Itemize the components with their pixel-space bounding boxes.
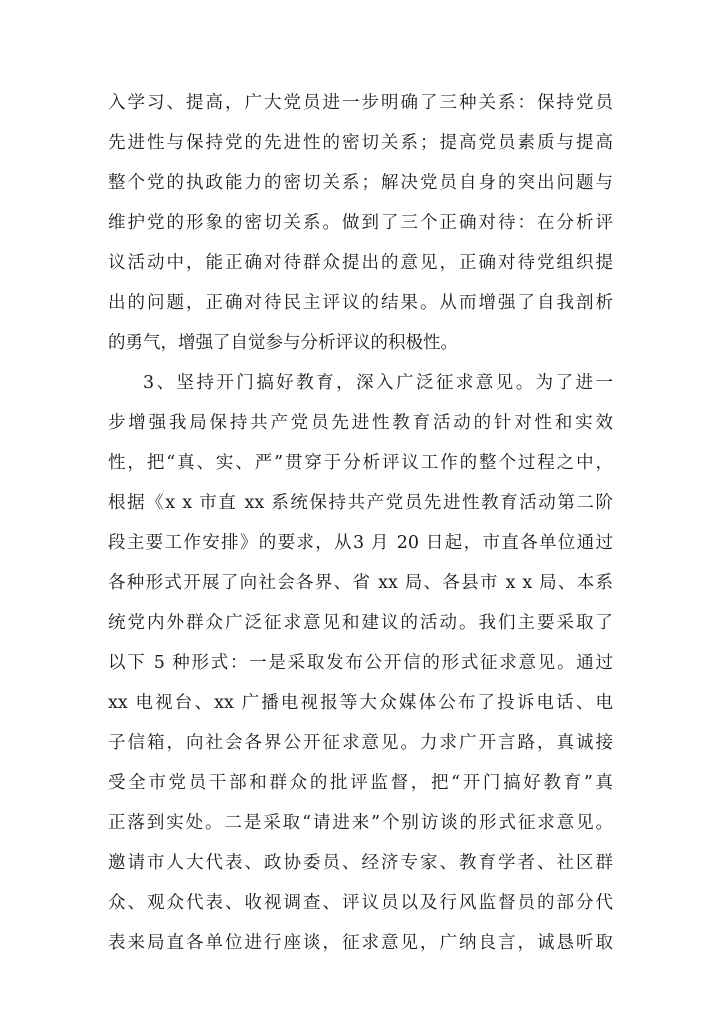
paragraph-1-line-2: 先进性与保持党的先进性的密切关系；提高党员素质与提高 <box>108 133 613 153</box>
paragraph-1-line-4: 维护党的形象的密切关系。做到了三个正确对待：在分析评 <box>108 213 613 233</box>
paragraph-2-line-12: 正落到实处。二是采取“请进来”个别访谈的形式征求意见。 <box>108 813 613 833</box>
paragraph-1-line-6: 出的问题，正确对待民主评议的结果。从而增强了自我剖析 <box>108 293 613 313</box>
paragraph-2-line-6: 各种形式开展了向社会各界、省 xx 局、各县市 x x 局、本系 <box>108 573 613 593</box>
paragraph-2-line-13: 邀请市人大代表、政协委员、经济专家、教育学者、社区群 <box>108 853 613 873</box>
paragraph-1-line-1: 入学习、提高，广大党员进一步明确了三种关系：保持党员 <box>108 93 613 113</box>
paragraph-1-line-5: 议活动中，能正确对待群众提出的意见，正确对待党组织提 <box>108 253 613 273</box>
paragraph-2-line-9: xx 电视台、xx 广播电视报等大众媒体公布了投诉电话、电 <box>108 693 613 713</box>
paragraph-2-line-1: 3、坚持开门搞好教育，深入广泛征求意见。为了进一 <box>143 373 613 393</box>
paragraph-2-line-3: 性，把“真、实、严”贯穿于分析评议工作的整个过程之中， <box>108 453 613 473</box>
paragraph-2-line-14: 众、观众代表、收视调查、评议员以及行风监督员的部分代 <box>108 893 613 913</box>
paragraph-2-line-8: 以下 5 种形式：一是采取发布公开信的形式征求意见。通过 <box>108 653 613 673</box>
paragraph-2-line-15: 表来局直各单位进行座谈，征求意见，广纳良言，诚恳听取 <box>108 933 613 953</box>
paragraph-1-line-7: 的勇气，增强了自觉参与分析评议的积极性。 <box>108 333 458 353</box>
paragraph-2-line-7: 统党内外群众广泛征求意见和建议的活动。我们主要采取了 <box>108 613 613 633</box>
paragraph-2-line-5: 段主要工作安排》的要求，从3 月 20 日起，市直各单位通过 <box>108 533 613 553</box>
paragraph-2-line-4: 根据《x x 市直 xx 系统保持共产党员先进性教育活动第二阶 <box>108 493 613 513</box>
paragraph-2-line-2: 步增强我局保持共产党员先进性教育活动的针对性和实效 <box>108 413 613 433</box>
paragraph-2-line-10: 子信箱，向社会各界公开征求意见。力求广开言路，真诚接 <box>108 733 613 753</box>
paragraph-1-line-3: 整个党的执政能力的密切关系；解决党员自身的突出问题与 <box>108 173 613 193</box>
paragraph-2-line-11: 受全市党员干部和群众的批评监督，把“开门搞好教育”真 <box>108 773 613 793</box>
